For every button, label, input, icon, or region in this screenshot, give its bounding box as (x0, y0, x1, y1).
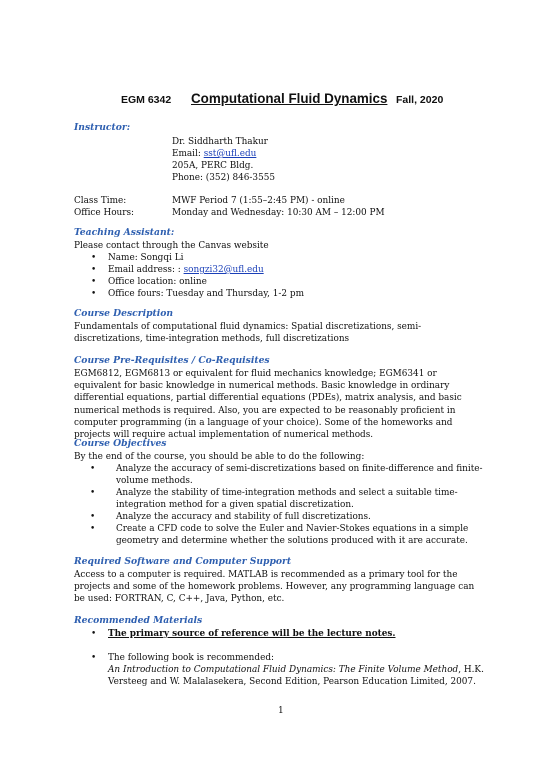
book-details: , H.K. Versteeg and W. Malalasekera, Second Edition, Pearson Education Limited, 2007. (108, 665, 484, 688)
prereq-heading: Course Pre-Requisites / Co-Requisites (74, 355, 270, 366)
book-citation (108, 664, 484, 688)
ta-intro: Please contact through the Canvas website (74, 241, 269, 251)
course-code: EGM 6342 (121, 94, 172, 106)
ta-email-label: Email address: : (108, 265, 184, 275)
instructor-name: Dr. Siddharth Thakur (172, 137, 268, 147)
instructor-email-line (172, 148, 256, 160)
materials-heading: Recommended Materials (74, 615, 203, 626)
book-title: An Introduction to Computational Fluid Dynamics: The Finite Volume Method (108, 665, 459, 675)
description-heading: Course Description (74, 308, 174, 319)
prereq-text: EGM6812, EGM6813 or equivalent for fluid mechanics knowledge; EGM6341 or equivalent for basic knowledge in numerical methods. Basic knowledge in ordinary differential equations, partial differential equations (PDEs), matrix analysis, and basic numerical methods is required. Also, you are expected to be reasonably proficient in computer programming (in a language of your choice). Some of the homeworks and projects will require actual implementation of numerical methods. (74, 369, 462, 441)
instructor-email-label: Email: (172, 149, 204, 159)
course-header (0, 93, 550, 107)
course-title: Computational Fluid Dynamics (191, 91, 388, 106)
office-hours-label: Office Hours: (74, 208, 135, 218)
description-text: Fundamentals of computational fluid dynamics: Spatial discretizations, semi-discretizations, time-integration methods, full discretizations (74, 322, 422, 345)
objectives-heading: Course Objectives (74, 438, 167, 449)
instructor-heading: Instructor: (74, 122, 131, 133)
syllabus-page: EGM 6342 Computational Fluid Dynamics Fall, 2020 Instructor: Dr. Siddharth Thakur Email: sst@ufl.edu 205A, PERC Bldg. Phone: (352) 846-3555 Class Time: MWF Period 7 (1:55–2:45 PM) - online Office Hours: Monday and Wednesday: 10:30 AM – 12:00 PM Teaching Assistant: Please contact through the Canvas website • Name: Songqi Li • Email address: : songzi32@ufl.edu • Office location: online • Office fours: Tuesday and Thursday, 1-2 pm Course Description Fundamentals of computational fluid dynamics: Spatial discretizations, semi-discretizations, time-integration methods, full discretizations Course Pre-Requisites / Co-Requisites EGM6812, EGM6813 or equivalent for fluid mechanics knowledge; EGM6341 or equivalent for basic knowledge in numerical methods. Basic knowledge in ordinary differential equations, partial differential equations (PDEs), matrix analysis, and basic numerical methods is required. Also, you are expected to be reasonably proficient in computer programming (in a language of your choice). Some of the homeworks and projects will require actual implementation of numerical methods. Course Objectives By the end of the course, you should be able to do the following: • Analyze the accuracy of semi-discretizations based on finite-difference and finite-volume methods. • Analyze the stability of time-integration methods and select a suitable time-integration method for a given spatial discretization. • Analyze the accuracy and stability of full discretizations. • Create a CFD code to solve the Euler and Navier-Stokes equations in a simple geometry and determine whether the solutions produced with it are accurate. Required Software and Computer Support Access to a computer is required. MATLAB is recommended as a primary tool for the projects and some of the homework problems. However, any programming language can be used: FORTRAN, C, C++, Java, Python, etc. Recommended Materials • The primary source of reference will be the lecture notes. • The following book is recommended: An Introduction to Computational Fluid Dynamics: The Finite Volume Method, H.K. Versteeg and W. Malalasekera, Second Edition, Pearson Education Limited, 2007. 1 (0, 0, 550, 777)
software-text: Access to a computer is required. MATLAB is recommended as a primary tool for the projects and some of the homework problems. However, any programming language can be used: FORTRAN, C, C++, Java, Python, etc. (74, 570, 475, 605)
software-heading: Required Software and Computer Support (74, 556, 292, 567)
instructor-office: 205A, PERC Bldg. (172, 161, 254, 171)
ta-email-link[interactable]: songzi32@ufl.edu (183, 265, 264, 275)
ta-heading: Teaching Assistant: (74, 227, 175, 238)
class-time-value: MWF Period 7 (1:55–2:45 PM) - online (172, 196, 345, 206)
class-time-label: Class Time: (74, 196, 127, 206)
objectives-intro: By the end of the course, you should be able to do the following: (74, 452, 365, 462)
course-term: Fall, 2020 (396, 94, 444, 106)
instructor-phone: Phone: (352) 846-3555 (172, 173, 276, 183)
instructor-email-link[interactable]: sst@ufl.edu (203, 149, 257, 159)
office-hours-value: Monday and Wednesday: 10:30 AM – 12:00 PM (172, 208, 385, 218)
page-number: 1 (278, 706, 284, 716)
